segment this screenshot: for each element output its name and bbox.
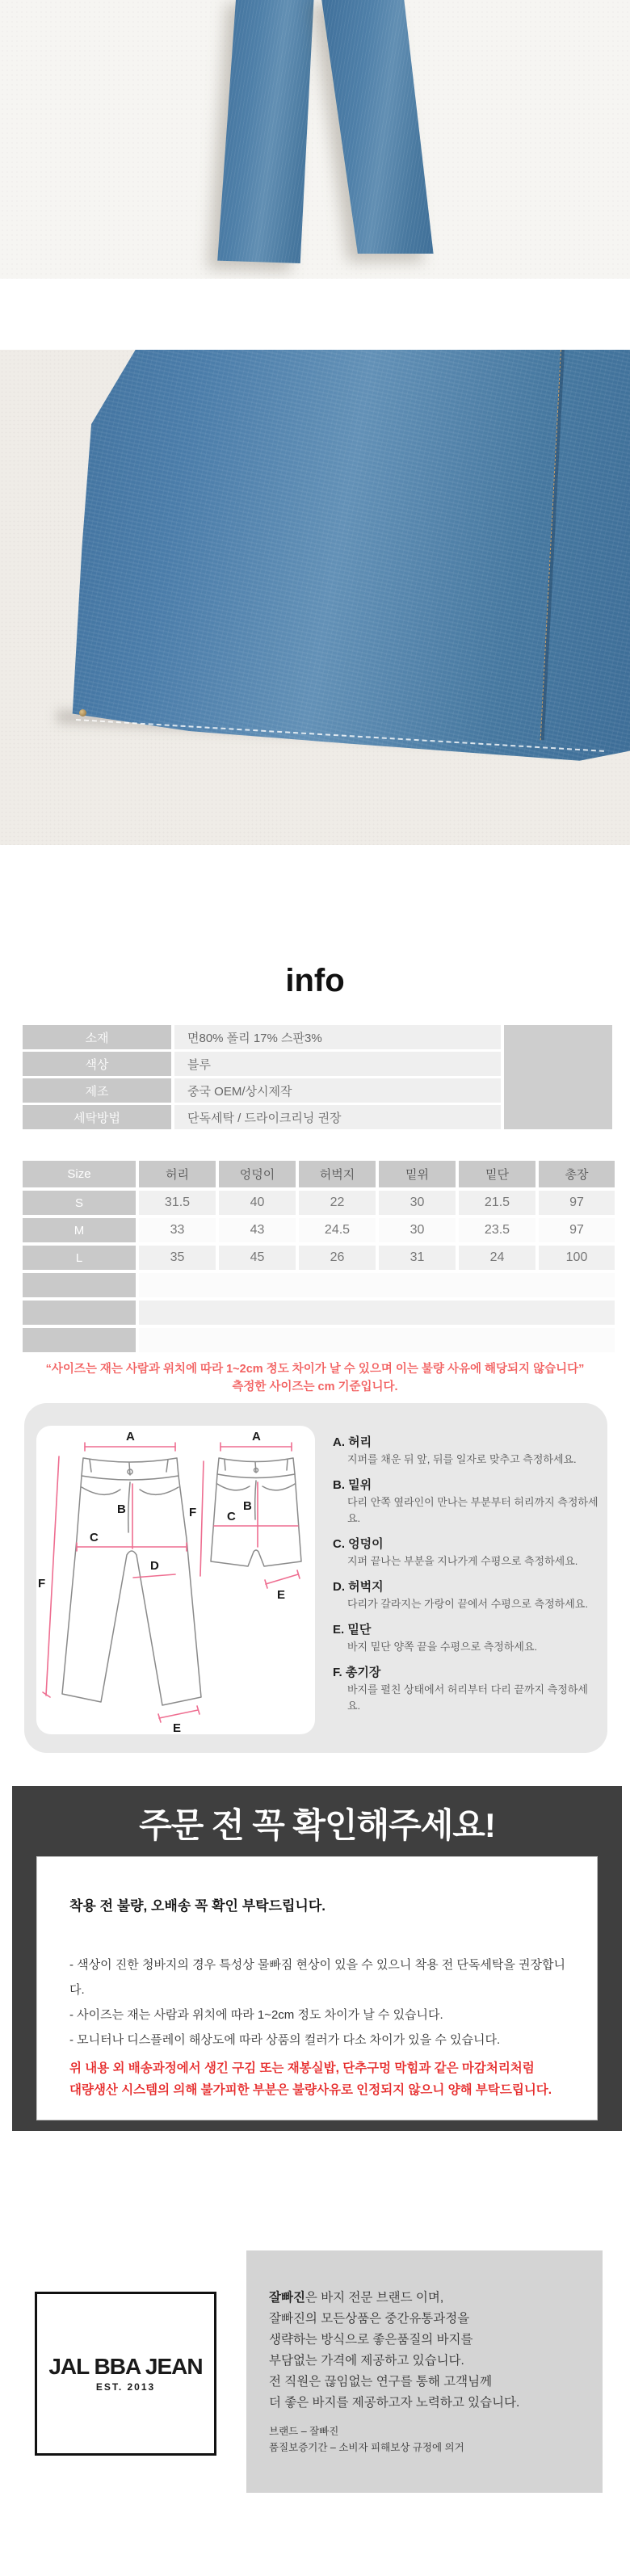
measure-item-rise <box>333 1477 599 1527</box>
diagram-label: E <box>277 1588 286 1602</box>
brand-logo-box <box>35 2292 216 2456</box>
size-row-empty-label <box>23 1328 136 1352</box>
brand-meta <box>269 2424 603 2456</box>
size-cell: 21.5 <box>459 1191 536 1215</box>
size-cell: 30 <box>379 1191 456 1215</box>
measure-guide-list <box>333 1434 599 1723</box>
measure-item-waist <box>333 1434 599 1468</box>
size-cell: 40 <box>219 1191 296 1215</box>
size-cell: 43 <box>219 1218 296 1242</box>
measure-desc: 바지 밑단 양쪽 끝을 수평으로 측정하세요. <box>347 1641 538 1653</box>
banner-warning-line: 위 내용 외 배송과정에서 생긴 구김 또는 재봉실밥, 단추구멍 막힘과 같은 마감처리처럼 <box>69 2061 535 2075</box>
size-cell: 22 <box>299 1191 376 1215</box>
measure-letter: E. <box>333 1623 345 1637</box>
brand-meta-line: 브랜드 – 잘빠진 <box>269 2426 339 2437</box>
measure-letter: B. <box>333 1478 345 1492</box>
size-cell: 23.5 <box>459 1218 536 1242</box>
size-cell: 26 <box>299 1246 376 1270</box>
brand-established: EST. 2013 <box>95 2381 156 2393</box>
info-value-manufacture: 중국 OEM/상시제작 <box>174 1078 501 1103</box>
size-header-hem: 밑단 <box>459 1161 536 1187</box>
diagram-label: B <box>243 1499 252 1513</box>
diagram-label: B <box>117 1502 126 1516</box>
size-cell: 33 <box>139 1218 216 1242</box>
measure-desc: 지퍼를 채운 뒤 앞, 뒤를 일자로 맞추고 측정하세요. <box>347 1453 577 1465</box>
measure-item-hip <box>333 1536 599 1570</box>
size-row-label-m: M <box>23 1218 136 1242</box>
measure-letter: D. <box>333 1580 345 1594</box>
brand-about-line: 더 좋은 바지를 제공하고자 노력하고 있습니다. <box>269 2396 520 2410</box>
brand-meta-line: 품질보증기간 – 소비자 피해보상 규정에 의거 <box>269 2441 464 2453</box>
brand-about-line: 잘빠진의 모든상품은 중간유통과정을 <box>269 2312 470 2326</box>
diagram-label: F <box>38 1577 46 1591</box>
size-row-empty-label <box>23 1273 136 1297</box>
measure-name: 밑단 <box>347 1623 372 1637</box>
size-header-rise: 밑위 <box>379 1161 456 1187</box>
info-label-washing: 세탁방법 <box>23 1105 171 1129</box>
size-cell: 24 <box>459 1246 536 1270</box>
banner-title: 주문 전 꼭 확인해주세요! <box>139 1806 495 1844</box>
info-label-color: 색상 <box>23 1052 171 1076</box>
jeans-right-leg <box>320 0 435 254</box>
order-warning-banner <box>12 1786 622 2131</box>
measure-name: 밑위 <box>348 1478 372 1492</box>
banner-bullet: - 사이즈는 재는 사람과 위치에 따라 1~2cm 정도 차이가 날 수 있습니다. <box>69 2008 443 2022</box>
measure-guide-section <box>24 1403 607 1753</box>
size-cell: 24.5 <box>299 1218 376 1242</box>
brand-logo-text: JAL BBA JEAN <box>48 2354 203 2379</box>
measure-item-length <box>333 1664 599 1714</box>
measure-name: 허벅지 <box>348 1580 384 1594</box>
size-header-length: 총장 <box>539 1161 615 1187</box>
size-header-size: Size <box>23 1161 136 1187</box>
measure-desc: 다리가 갈라지는 가랑이 끝에서 수평으로 측정하세요. <box>347 1598 588 1610</box>
size-header-thigh: 허벅지 <box>299 1161 376 1187</box>
product-info-table <box>23 1025 612 1129</box>
brand-about-line: 부담없는 가격에 제공하고 있습니다. <box>269 2354 464 2368</box>
diagram-label: C <box>227 1510 236 1523</box>
info-value-material: 면80% 폴리 17% 스판3% <box>174 1025 501 1049</box>
product-photo-jeans <box>0 0 630 279</box>
size-cell: 30 <box>379 1218 456 1242</box>
size-cell: 45 <box>219 1246 296 1270</box>
banner-warning <box>69 2057 578 2101</box>
diagram-label: A <box>126 1430 135 1443</box>
brand-name-bold: 잘빠진 <box>269 2291 305 2305</box>
fabric-detail-photo <box>0 350 630 845</box>
denim-fabric <box>0 350 630 845</box>
size-notice-line1: “사이즈는 재는 사람과 위치에 따라 1~2cm 정도 차이가 날 수 있으며 이는 불량 사유에 해당되지 않습니다” <box>45 1363 585 1376</box>
jeans-left-leg <box>216 0 315 263</box>
size-table <box>23 1161 615 1352</box>
brand-about-line: 생략하는 방식으로 좋은품질의 바지를 <box>269 2333 473 2347</box>
banner-lead: 착용 전 불량, 오배송 꼭 확인 부탁드립니다. <box>69 1898 326 1914</box>
measure-item-hem <box>333 1621 599 1655</box>
diagram-label: F <box>189 1506 197 1519</box>
size-cell: 31 <box>379 1246 456 1270</box>
pants-measurement-diagram <box>36 1426 315 1734</box>
size-cell: 97 <box>539 1218 615 1242</box>
measure-name: 총기장 <box>345 1666 381 1679</box>
banner-warning-line: 대량생산 시스템의 의해 불가피한 부분은 불량사유로 인정되지 않으니 양해 부탁드립니다. <box>69 2083 552 2097</box>
size-row-empty <box>139 1301 615 1325</box>
size-notice <box>0 1360 630 1396</box>
info-value-washing: 단독세탁 / 드라이크리닝 권장 <box>174 1105 501 1129</box>
measure-diagram-card <box>36 1426 315 1734</box>
banner-bullet: - 색상이 진한 청바지의 경우 특성상 물빠짐 현상이 있을 수 있으니 착용 전 단독세탁을 권장합니다. <box>69 1958 565 1997</box>
diagram-label: D <box>150 1559 159 1573</box>
size-row-empty-label <box>23 1301 136 1325</box>
measure-item-thigh <box>333 1578 599 1612</box>
diagram-label: C <box>90 1531 99 1544</box>
size-cell: 35 <box>139 1246 216 1270</box>
measure-name: 허리 <box>348 1435 372 1449</box>
info-label-manufacture: 제조 <box>23 1078 171 1103</box>
banner-bullets <box>69 1952 570 2053</box>
measure-desc: 다리 안쪽 옆라인이 만나는 부분부터 허리까지 측정하세요. <box>347 1496 598 1524</box>
banner-bullet: - 모니터나 디스플레이 해상도에 따라 상품의 컬러가 다소 차이가 있을 수 있습니다. <box>69 2033 501 2047</box>
measure-name: 엉덩이 <box>348 1537 384 1551</box>
info-table-side-block <box>504 1025 612 1129</box>
size-row-label-l: L <box>23 1246 136 1270</box>
size-row-label-s: S <box>23 1191 136 1215</box>
size-header-waist: 허리 <box>139 1161 216 1187</box>
diagram-label: E <box>173 1721 182 1734</box>
diagram-label: A <box>252 1430 261 1443</box>
size-cell: 31.5 <box>139 1191 216 1215</box>
size-notice-line2: 측정한 사이즈는 cm 기준입니다. <box>232 1380 398 1393</box>
measure-letter: F. <box>333 1666 342 1679</box>
measure-desc: 바지를 펼친 상태에서 허리부터 다리 끝까지 측정하세요. <box>347 1683 588 1712</box>
measure-letter: C. <box>333 1537 345 1551</box>
size-cell: 100 <box>539 1246 615 1270</box>
measure-desc: 지퍼 끝나는 부분을 지나가게 수평으로 측정하세요. <box>347 1555 578 1567</box>
brand-about-line: 전 직원은 끊임없는 연구를 통해 고객님께 <box>269 2375 493 2389</box>
size-header-hip: 엉덩이 <box>219 1161 296 1187</box>
banner-content-box <box>36 1856 598 2120</box>
info-section-title: info <box>285 963 345 998</box>
info-label-material: 소재 <box>23 1025 171 1049</box>
measure-letter: A. <box>333 1435 345 1449</box>
info-value-color: 블루 <box>174 1052 501 1076</box>
size-row-empty <box>139 1328 615 1352</box>
brand-about-line: 잘빠진은 바지 전문 브랜드 이며, <box>269 2291 444 2305</box>
size-row-empty <box>139 1273 615 1297</box>
brand-description-panel <box>246 2250 603 2493</box>
size-cell: 97 <box>539 1191 615 1215</box>
